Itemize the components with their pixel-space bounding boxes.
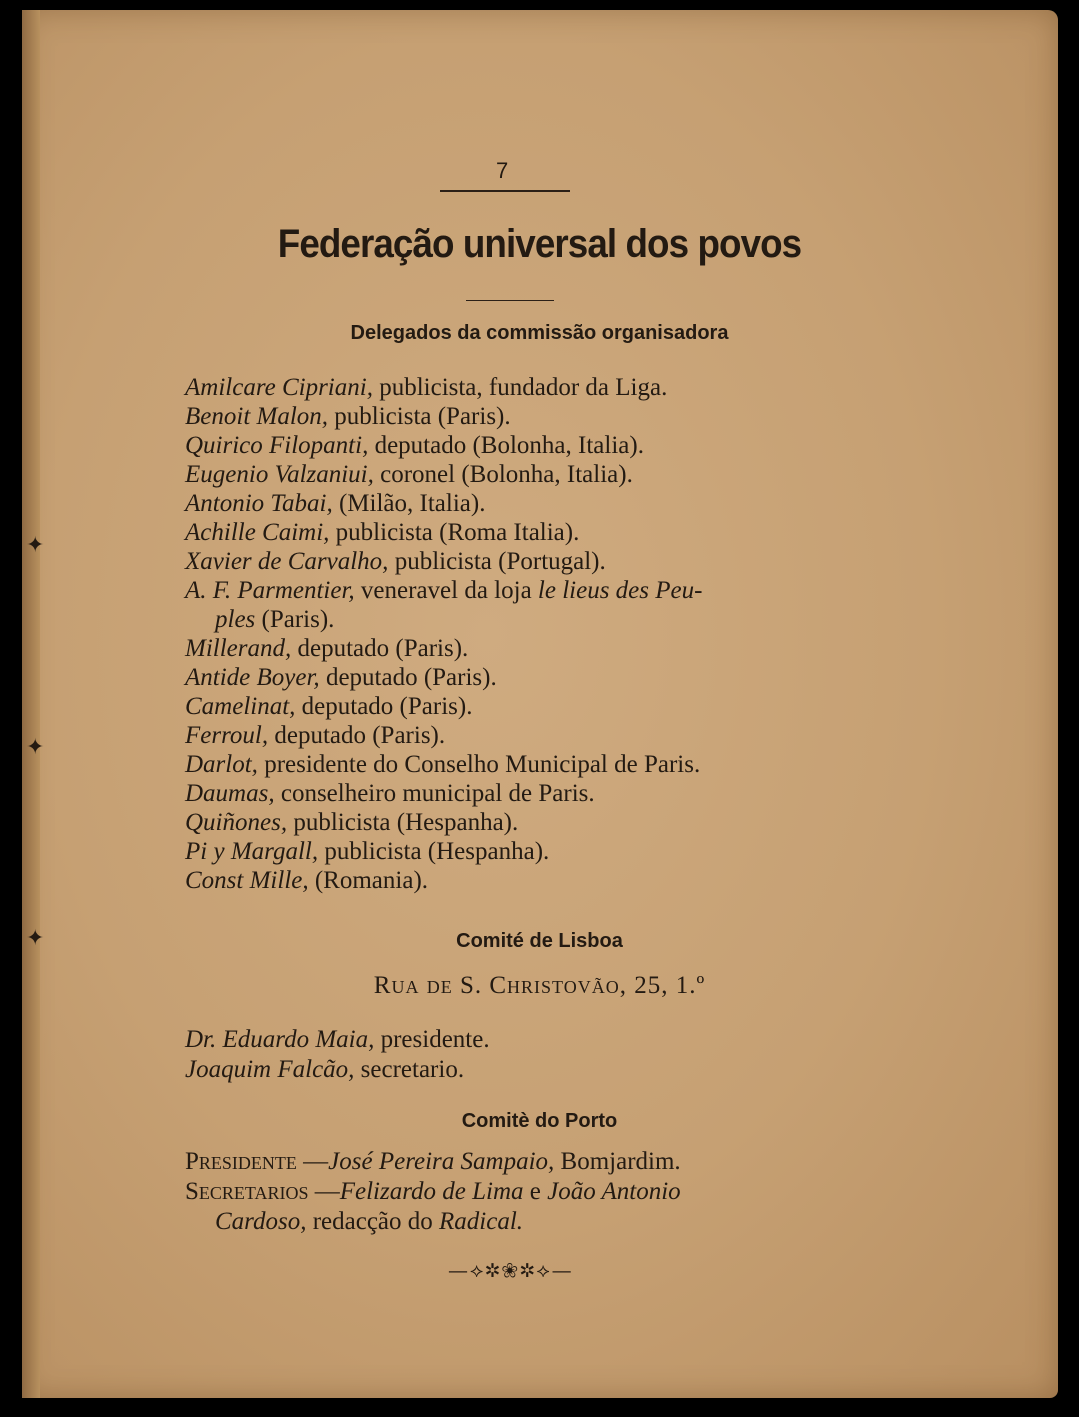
- page-spine: [22, 10, 40, 1398]
- margin-mark: ✦: [26, 734, 45, 759]
- delegate-entry-continuation: ples (Paris).: [215, 606, 335, 633]
- delegate-entry: Amilcare Cipriani, publicista, fundador da Liga.: [185, 374, 668, 401]
- section-heading-porto: Comitè do Porto: [461, 1110, 618, 1132]
- delegate-entry: Xavier de Carvalho, publicista (Portugal).: [185, 548, 606, 575]
- number-rule: [440, 190, 570, 192]
- ornament-divider: —⟡✲❀✲⟡—: [448, 1258, 574, 1282]
- section-heading-lisboa: Comité de Lisboa: [456, 930, 623, 952]
- lisboa-member: Joaquim Falcão, secretario.: [185, 1056, 465, 1083]
- delegate-entry: Daumas, conselheiro municipal de Paris.: [185, 780, 595, 807]
- delegate-entry: Benoit Malon, publicista (Paris).: [185, 403, 511, 430]
- delegate-entry: Camelinat, deputado (Paris).: [185, 693, 473, 720]
- delegate-entry: Millerand, deputado (Paris).: [185, 635, 469, 662]
- delegate-entry: Antide Boyer, deputado (Paris).: [185, 664, 497, 691]
- delegate-entry: Quiñones, publicista (Hespanha).: [185, 809, 519, 836]
- delegate-entry: Const Mille, (Romania).: [185, 867, 429, 894]
- delegate-entry: Eugenio Valzaniui, coronel (Bolonha, Italia).: [185, 461, 633, 488]
- delegate-entry: Quirico Filopanti, deputado (Bolonha, Italia).: [185, 432, 644, 459]
- lisboa-address: Rua de S. Christovão, 25, 1.º: [373, 972, 706, 999]
- section-heading-delegates: Delegados da commissão organisadora: [350, 322, 729, 344]
- lisboa-member: Dr. Eduardo Maia, presidente.: [185, 1026, 490, 1053]
- page-title: Federação universal dos povos: [277, 222, 802, 266]
- porto-presidente: Presidente —José Pereira Sampaio, Bomjardim.: [185, 1148, 681, 1175]
- delegate-entry: Darlot, presidente do Conselho Municipal de Paris.: [185, 751, 701, 778]
- porto-members: [185, 1147, 835, 1237]
- porto-secretarios: Secretarios —Felizardo de Lima e João Antonio: [185, 1178, 681, 1205]
- delegate-entry: A. F. Parmentier, veneravel da loja le lieus des Peu-: [185, 577, 703, 604]
- margin-mark: ✦: [26, 532, 45, 557]
- delegate-entry: Ferroul, deputado (Paris).: [185, 722, 446, 749]
- delegate-entry: Antonio Tabai, (Milão, Italia).: [185, 490, 486, 517]
- delegate-entry: Pi y Margall, publicista (Hespanha).: [185, 838, 550, 865]
- lisboa-members: [185, 1025, 490, 1085]
- margin-mark: ✦: [26, 925, 45, 950]
- title-rule: [466, 300, 554, 301]
- delegate-entry: Achille Caimi, publicista (Roma Italia).: [185, 519, 580, 546]
- page-number: 7: [496, 158, 509, 183]
- porto-secretarios-continuation: Cardoso, redacção do Radical.: [215, 1208, 524, 1235]
- delegates-list: [185, 373, 845, 895]
